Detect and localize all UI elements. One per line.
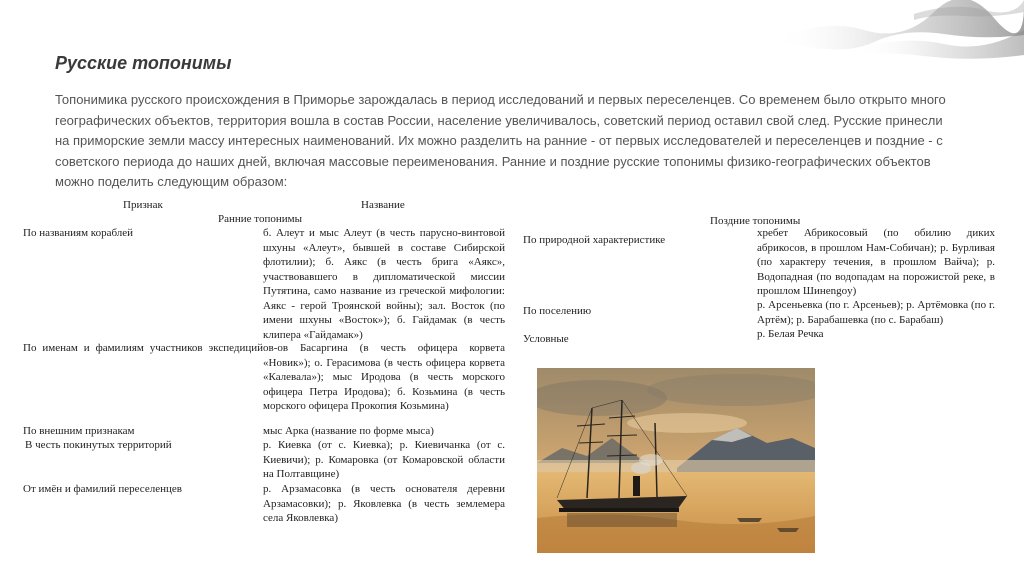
early-row-3-name: р. Киевка (от с. Киевка); р. Киевичанка (от с. Киевичи); р. Комаровка (от Комаровской области на Полтавщине): [263, 439, 505, 480]
early-row-3-feature: В честь покинутых территорий: [25, 439, 172, 451]
late-row-2-name: р. Белая Речка: [757, 328, 824, 340]
late-row-1-name: р. Арсеньевка (по г. Арсеньев); р. Артёмовка (по г. Артём); р. Барабашевка (по с. Барабаш): [757, 299, 995, 326]
early-row-2-feature: По внешним признакам: [23, 425, 135, 437]
intro-paragraph: Топонимика русского происхождения в Приморье зарождалась в период исследований и первых переселенцев. Со временем было открыто много географических объектов, территория вошла в состав России, население увеличивалось, советский период оставил свой след. Русские принесли на приморские земли массу интересных наименований. Их можно разделить на ранние - от первых исследователей и переселенцев и поздние - с советского периода до наших дней, включая массовые переименования. Ранние и поздние русские топонимы физико-географических объектов можно поделить следующим образом:: [55, 92, 946, 189]
early-row-0-name: б. Алеут и мыс Алеут (в честь парусно-винтовой шхуны «Алеут», бывшей в составе Сибирской флотилии); б. Аякс (в честь брига «Аякс», участвовавшего в дипломатической миссии Путятина, само название из греческой мифологии: Аякс - герой Троянской войны); зал. Восток (по имени шхуны «Восток»); б. Гайдамак (в честь клипера «Гайдамак»): [263, 227, 505, 341]
early-toponyms-label: Ранние топонимы: [218, 213, 302, 225]
early-row-0-feature: По названиям кораблей: [23, 227, 134, 239]
late-row-0-name: хребет Абрикосовый (по обилию диких абрикосов, в прошлом Нам-Собичан); р. Бурливая (по характеру течения, в прошлом Вайча); р. Водопадная (по водопадам на порожистой реке, в прошлом Шинengoу): [757, 227, 995, 297]
early-row-2-name: мыс Арка (название по форме мыса): [263, 425, 434, 437]
page-title: Русские топонимы: [55, 53, 232, 73]
header-name: Название: [361, 199, 405, 211]
late-toponyms-label: Поздние топонимы: [710, 215, 801, 227]
late-row-2-feature: Условные: [523, 333, 569, 345]
late-row-1-feature: По поселению: [523, 305, 592, 317]
early-row-1-feature: По именам и фамилиям участников экспедиций: [23, 342, 263, 354]
late-row-0-feature: По природной характеристике: [523, 234, 666, 246]
decorative-mountain-wash: [734, 0, 1024, 75]
header-feature: Признак: [123, 199, 163, 211]
early-row-4-name: р. Арзамасовка (в честь основателя деревни Арзамасовки); р. Яковлевка (в честь землемера села Яковлевка): [263, 483, 505, 524]
early-row-4-feature: От имён и фамилий переселенцев: [23, 483, 182, 495]
ship-painting-image: [537, 368, 815, 553]
early-row-1-name: ов-ов Басаргина (в честь офицера корвета «Новик»); о. Герасимова (в честь офицера корвета «Калевала»); мыс Иродова (в честь морского офицера Петра Иродова); б. Козьмина (в честь морского офицера Прокопия Козьмина): [263, 342, 505, 412]
